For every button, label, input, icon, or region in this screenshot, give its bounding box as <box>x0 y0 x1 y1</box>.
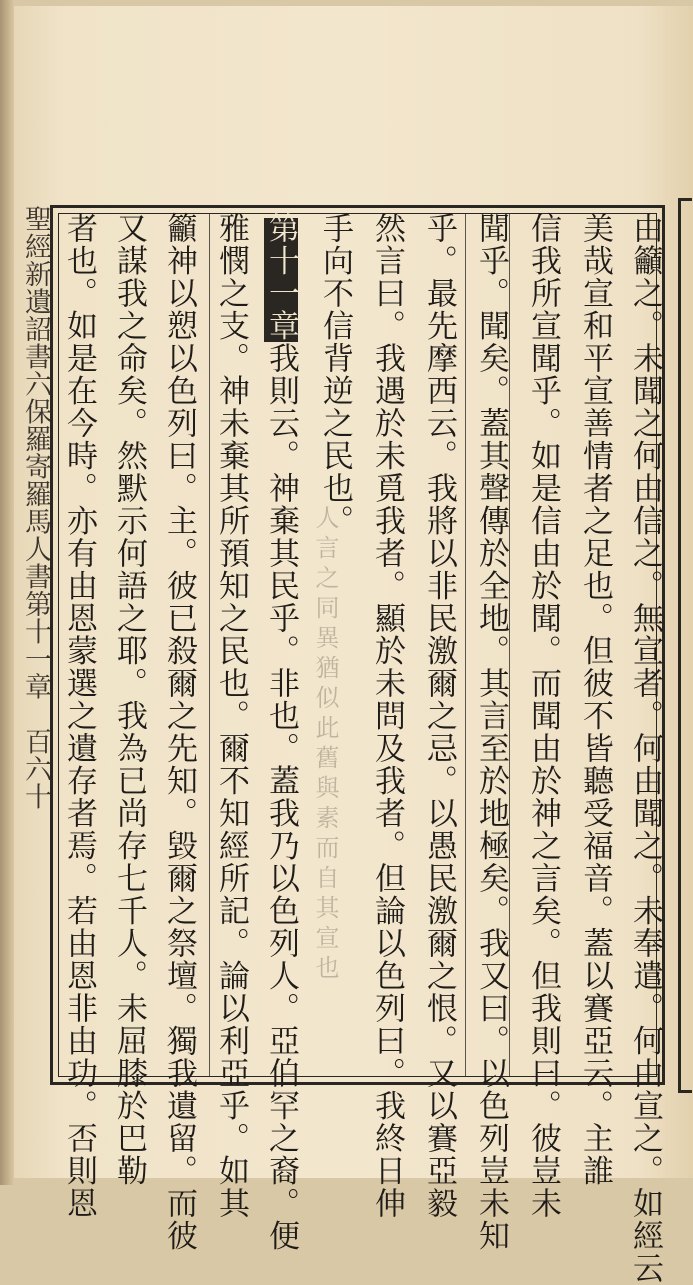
bleed-through-text: 人言之同異猶似此舊與素而自其宣也 <box>311 505 339 985</box>
text-column-12: 者也。如是在今時。亦有由恩蒙選之遺存者焉。若由恩非由功。否則恩 <box>61 212 97 1220</box>
column-rule <box>509 214 510 1076</box>
text-column-1: 由籲之。未聞之何由信之。無宣者。何由聞之。未奉遣。何由宣之。如經云 <box>627 212 663 1285</box>
column-rule <box>465 214 466 1076</box>
text-frame-inner <box>58 213 657 1077</box>
text-column-3: 信我所宣聞乎。如是信由於聞。而聞由於神之言矣。但我則曰。彼豈未 <box>525 212 561 1220</box>
text-column-7: 手向不信背逆之民也。 <box>317 212 353 537</box>
running-header: 聖經新遺詔書六保羅寄羅馬人書第十一章 百六十 <box>20 205 51 810</box>
chapter-marker: 第十一章 <box>263 212 299 342</box>
text-column-4: 聞乎。聞矣。蓋其聲傳於全地。其言至於地極矣。我又曰。以色列豈未知 <box>473 212 509 1252</box>
page-gutter <box>0 0 14 1185</box>
column-rule <box>209 214 210 1076</box>
text-column-9: 雅憫之支。神未棄其所預知之民也。爾不知經所記。論以利亞乎。如其 <box>213 212 249 1220</box>
text-column-11: 又謀我之命矣。然默示何語之耶。我為已尚存七千人。未屈膝於巴勒 <box>111 212 147 1187</box>
text-column-5: 乎。最先摩西云。我將以非民激爾之忌。以愚民激爾之恨。又以賽亞毅 <box>421 212 457 1220</box>
text-column-6: 然言曰。我遇於未覓我者。顯於未問及我者。但論以色列曰。我終日伸 <box>369 212 405 1220</box>
text-column-2: 美哉宣和平宣善情者之足也。但彼不皆聽受福音。蓋以賽亞云。主誰 <box>577 212 613 1187</box>
text-column-8-chapter-start: 第十一章我則云。神棄其民乎。非也。蓋我乃以色列人。亞伯罕之裔。便 <box>263 212 299 1252</box>
text-column-10: 籲神以愬以色列曰。主。彼已殺爾之先知。毀爾之祭壇。獨我遺留。而彼 <box>161 212 197 1252</box>
next-page-frame <box>678 198 692 1093</box>
